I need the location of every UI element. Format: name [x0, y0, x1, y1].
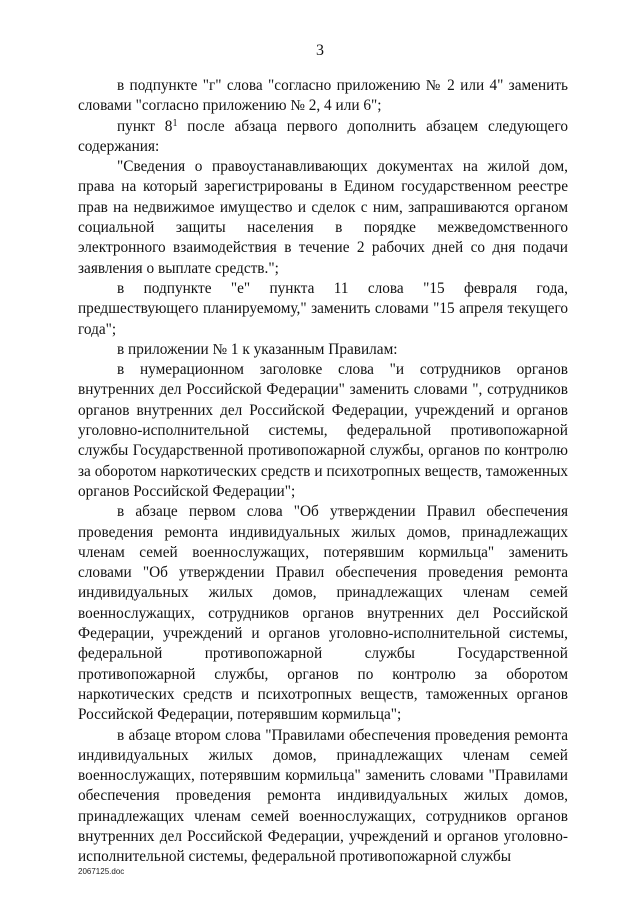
point-8-text-after: после абзаца первого дополнить абзацем следующего содержания:: [78, 117, 568, 155]
paragraph-second-abzac: в абзаце втором слова "Правилами обеспечения проведения ремонта индивидуальных жилых домов, принадлежащих членам семей военнослужащих, потерявшим кормильца" заменить словами "Правилами обеспечения проведения ремонта индивидуальных жилых домов, принадлежащих членам семей военнослужащих, сотрудников органов внутренних дел Российской Федерации, учреждений и органов уголовно-исполнительной системы, федеральной противопожарной службы: [78, 726, 568, 866]
paragraph-appendix-1: в приложении № 1 к указанным Правилам:: [117, 340, 398, 358]
paragraph-numeration-header: в нумерационном заголовке слова "и сотрудников органов внутренних дел Российской Федерации" заменить словами ", сотрудников органов внутренних дел Российской Федерации, учреждений и органов уголовно-исполнительной системы, федеральной противопожарной службы Государственной противопожарной службы, органов по контролю за оборотом наркотических средств и психотропных веществ, таможенных органов Российской Федерации";: [78, 361, 568, 500]
paragraph-quoted-insert: "Сведения о правоустанавливающих документах на жилой дом, права на который зарегистрированы в Едином государственном реестре прав на недвижимое имущество и сделок с ним, запрашиваются органом социальной защиты населения в порядке межведомственного электронного взаимодействия в течение 2 рабочих дней со дня подачи заявления о выплате средств.";: [78, 158, 568, 277]
paragraph-first-abzac: в абзаце первом слова "Об утверждении Правил обеспечения проведения ремонта индивидуальных жилых домов, принадлежащих членам семей военнослужащих, потерявшим кормильца" заменить словами "Об утверждении Правил обеспечения проведения ремонта индивидуальных жилых домов, принадлежащих членам семей военнослужащих, сотрудников органов внутренних дел Российской Федерации, учреждений и органов уголовно-исполнительной системы, федеральной противопожарной службы Государственной противопожарной службы, органов по контролю за оборотом наркотических средств и психотропных веществ, таможенных органов Российской Федерации, потерявшим кормильца";: [78, 503, 568, 724]
point-8-text-before: пункт 8: [117, 117, 173, 135]
page-number: 3: [316, 42, 324, 59]
paragraph-point-8-1: [78, 117, 568, 158]
superscript-1: 1: [172, 117, 178, 129]
paragraph-point-11: в подпункте "е" пункта 11 слова "15 февраля года, предшествующего планируемому," заменить словами "15 апреля текущего года";: [78, 279, 568, 338]
document-body: [78, 76, 568, 868]
footer-filename: 2067125.doc: [78, 867, 125, 876]
paragraph-subpoint-g: в подпункте "г" слова "согласно приложению № 2 или 4" заменить словами "согласно приложению № 2, 4 или 6";: [78, 77, 568, 115]
